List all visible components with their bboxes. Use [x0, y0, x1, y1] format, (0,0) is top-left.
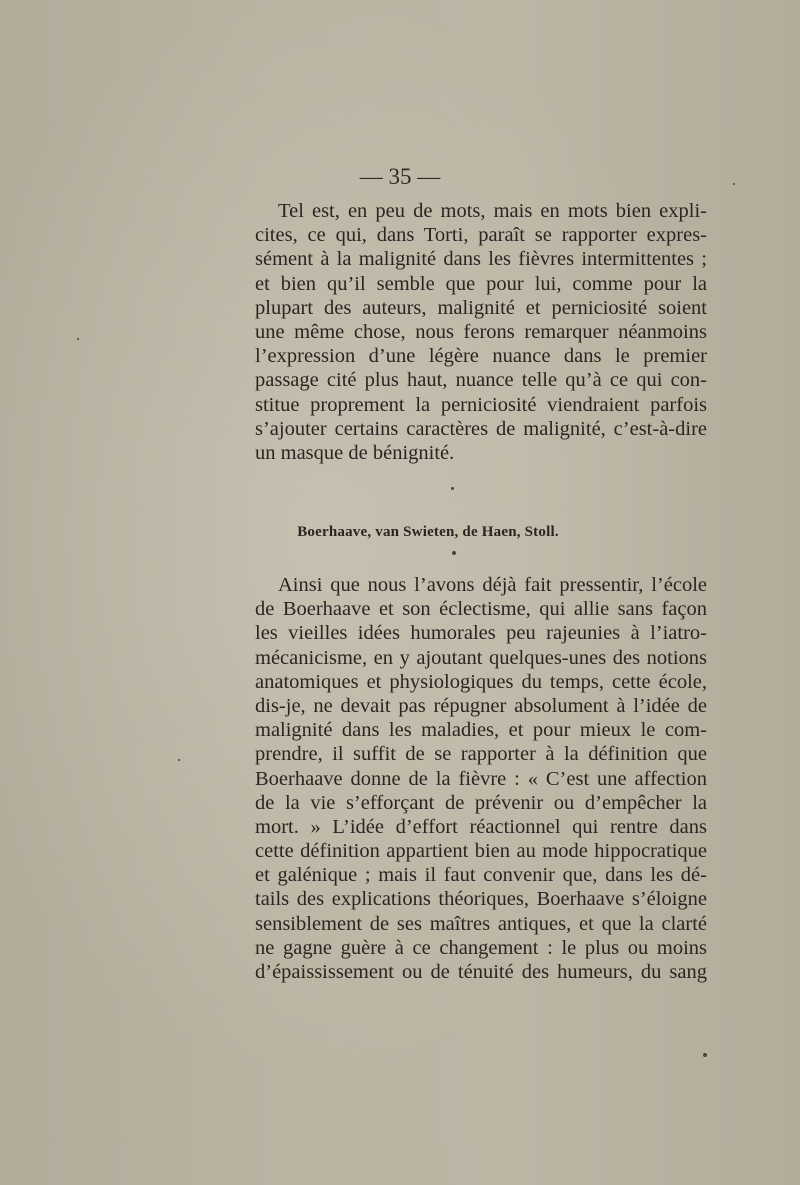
text-line: mort. » L’idée d’effort réactionnel qui rentre dans [255, 815, 707, 838]
text-line: s’ajouter certains caractères de malignité, c’est-à-dire [255, 417, 707, 440]
text-line: prendre, il suffit de se rapporter à la définition que [255, 743, 707, 766]
text-line: plupart des auteurs, malignité et perniciosité soient [255, 296, 707, 319]
text-line: cites, ce qui, dans Torti, paraît se rapporter expres- [255, 224, 707, 247]
text-line: et galénique ; mais il faut convenir que, dans les dé- [255, 864, 707, 887]
text-line: une même chose, nous ferons remarquer néanmoins [255, 320, 707, 343]
text-line: l’expression d’une légère nuance dans le premier [255, 345, 707, 368]
text-line: sensiblement de ses maîtres antiques, et que la clarté [255, 912, 707, 935]
paper-speck [451, 487, 454, 490]
text-line: dis-je, ne devait pas répugner absolument à l’idée de [255, 694, 707, 717]
paper-speck [178, 759, 180, 761]
paper-speck [703, 1053, 707, 1057]
text-line: ne gagne guère à ce changement : le plus ou moins [255, 936, 707, 959]
text-line: malignité dans les maladies, et pour mieux le com- [255, 719, 707, 742]
paper-speck [733, 183, 735, 185]
page-number: — 35 — [359, 164, 441, 189]
text-line: un masque de bénignité. [255, 441, 455, 464]
text-line: anatomiques et physiologiques du temps, cette école, [255, 670, 707, 693]
text-line: tails des explications théoriques, Boerhaave s’éloigne [255, 888, 707, 911]
text-line: Ainsi que nous l’avons déjà fait pressentir, l’école [278, 574, 707, 596]
paper-speck [77, 338, 79, 340]
text-line: de la vie s’efforçant de prévenir ou d’empêcher la [255, 791, 707, 814]
text-line: stitue proprement la perniciosité viendraient parfois [255, 393, 707, 416]
text-line: mécanicisme, en y ajoutant quelques-unes des notions [255, 646, 707, 669]
section-heading: Boerhaave, van Swieten, de Haen, Stoll. [297, 524, 559, 540]
text-line: sément à la malignité dans les fièvres intermittentes ; [255, 248, 707, 271]
text-line: passage cité plus haut, nuance telle qu’à ce qui con- [255, 369, 707, 392]
text-line: cette définition appartient bien au mode hippocratique [255, 840, 707, 863]
paragraph-boerhaave [255, 573, 707, 984]
text-line: Boerhaave donne de la fièvre : « C’est une affection [255, 767, 707, 790]
paragraph-torti [255, 199, 707, 465]
text-line: et bien qu’il semble que pour lui, comme pour la [255, 272, 707, 295]
paper-speck [452, 551, 456, 555]
text-line: d’épaississement ou de ténuité des humeurs, du sang [255, 961, 707, 983]
text-line: Tel est, en peu de mots, mais en mots bien expli- [278, 200, 707, 222]
text-line: les vieilles idées humorales peu rajeunies à l’iatro- [255, 622, 707, 645]
text-line: de Boerhaave et son éclectisme, qui allie sans façon [255, 598, 707, 621]
